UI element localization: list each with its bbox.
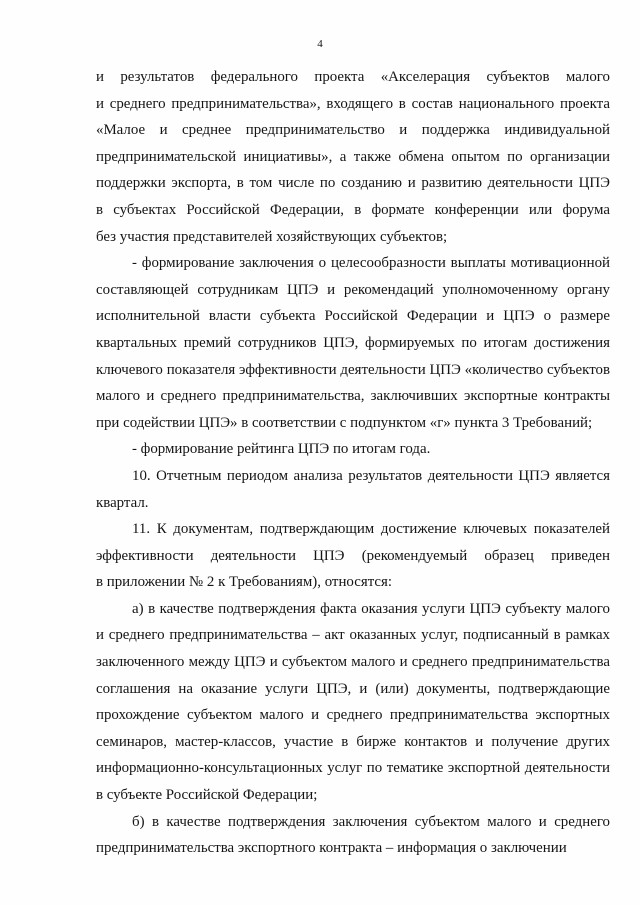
text-line: в субъектах Российской Федерации, в формате конференции или форума bbox=[96, 201, 610, 218]
paragraph-p-11b bbox=[96, 809, 610, 862]
document-body bbox=[96, 64, 610, 862]
text-line: информационно-консультационных услуг по тематике экспортной деятельности bbox=[96, 760, 610, 777]
text-line: предпринимательства экспортного контракта – информация о заключении bbox=[96, 840, 567, 857]
text-line: в субъекте Российской Федерации; bbox=[96, 787, 318, 804]
text-line: семинаров, мастер-классов, участие в бирже контактов и получение других bbox=[96, 733, 610, 750]
text-line: поддержки экспорта, в том числе по созданию и развитию деятельности ЦПЭ bbox=[96, 175, 610, 192]
text-line: квартальных премий сотрудников ЦПЭ, формируемых по итогам достижения bbox=[96, 334, 610, 351]
text-line: при содействии ЦПЭ» в соответствии с подпунктом «г» пункта 3 Требований; bbox=[96, 414, 593, 431]
text-line: ключевого показателя эффективности деятельности ЦПЭ «количество субъектов bbox=[96, 361, 610, 378]
text-line: составляющей сотрудникам ЦПЭ и рекомендаций уполномоченному органу bbox=[96, 281, 610, 298]
text-line: соглашения на оказание услуги ЦПЭ, и (или) документы, подтверждающие bbox=[96, 680, 610, 697]
text-line: и среднего предпринимательства», входящего в состав национального проекта bbox=[96, 95, 610, 112]
text-line: а) в качестве подтверждения факта оказания услуги ЦПЭ субъекту малого bbox=[132, 600, 610, 617]
text-line: прохождение субъектом малого и среднего предпринимательства экспортных bbox=[96, 707, 610, 724]
paragraph-p-10 bbox=[96, 463, 610, 516]
text-line: исполнительной власти субъекта Российской Федерации и ЦПЭ о размере bbox=[96, 308, 610, 325]
paragraph-p-motivation bbox=[96, 250, 610, 436]
text-line: предпринимательской инициативы», а также обмена опытом по организации bbox=[96, 148, 610, 165]
text-line: 11. К документам, подтверждающим достижение ключевых показателей bbox=[132, 521, 610, 538]
text-line: малого и среднего предпринимательства, заключивших экспортные контракты bbox=[96, 388, 610, 405]
paragraph-p-continuation bbox=[96, 64, 610, 250]
paragraph-p-11 bbox=[96, 516, 610, 596]
text-line: квартал. bbox=[96, 494, 149, 511]
text-line: в приложении № 2 к Требованиям), относятся: bbox=[96, 574, 392, 591]
paragraph-p-11a bbox=[96, 596, 610, 809]
text-line: без участия представителей хозяйствующих субъектов; bbox=[96, 228, 448, 245]
text-line: и результатов федерального проекта «Акселерация субъектов малого bbox=[96, 69, 610, 85]
text-line: «Малое и среднее предпринимательство и поддержка индивидуальной bbox=[96, 122, 610, 139]
text-line: заключенного между ЦПЭ и субъектом малого и среднего предпринимательства bbox=[96, 654, 610, 671]
text-line: - формирование рейтинга ЦПЭ по итогам года. bbox=[132, 441, 431, 458]
text-line: - формирование заключения о целесообразности выплаты мотивационной bbox=[132, 255, 610, 272]
paragraph-p-rating bbox=[96, 436, 610, 463]
text-line: эффективности деятельности ЦПЭ (рекомендуемый образец приведен bbox=[96, 547, 610, 564]
text-line: б) в качестве подтверждения заключения субъектом малого и среднего bbox=[132, 813, 610, 830]
text-line: 10. Отчетным периодом анализа результатов деятельности ЦПЭ является bbox=[132, 467, 610, 484]
text-line: и среднего предпринимательства – акт оказанных услуг, подписанный в рамках bbox=[96, 627, 610, 644]
page-number: 4 bbox=[317, 38, 323, 50]
